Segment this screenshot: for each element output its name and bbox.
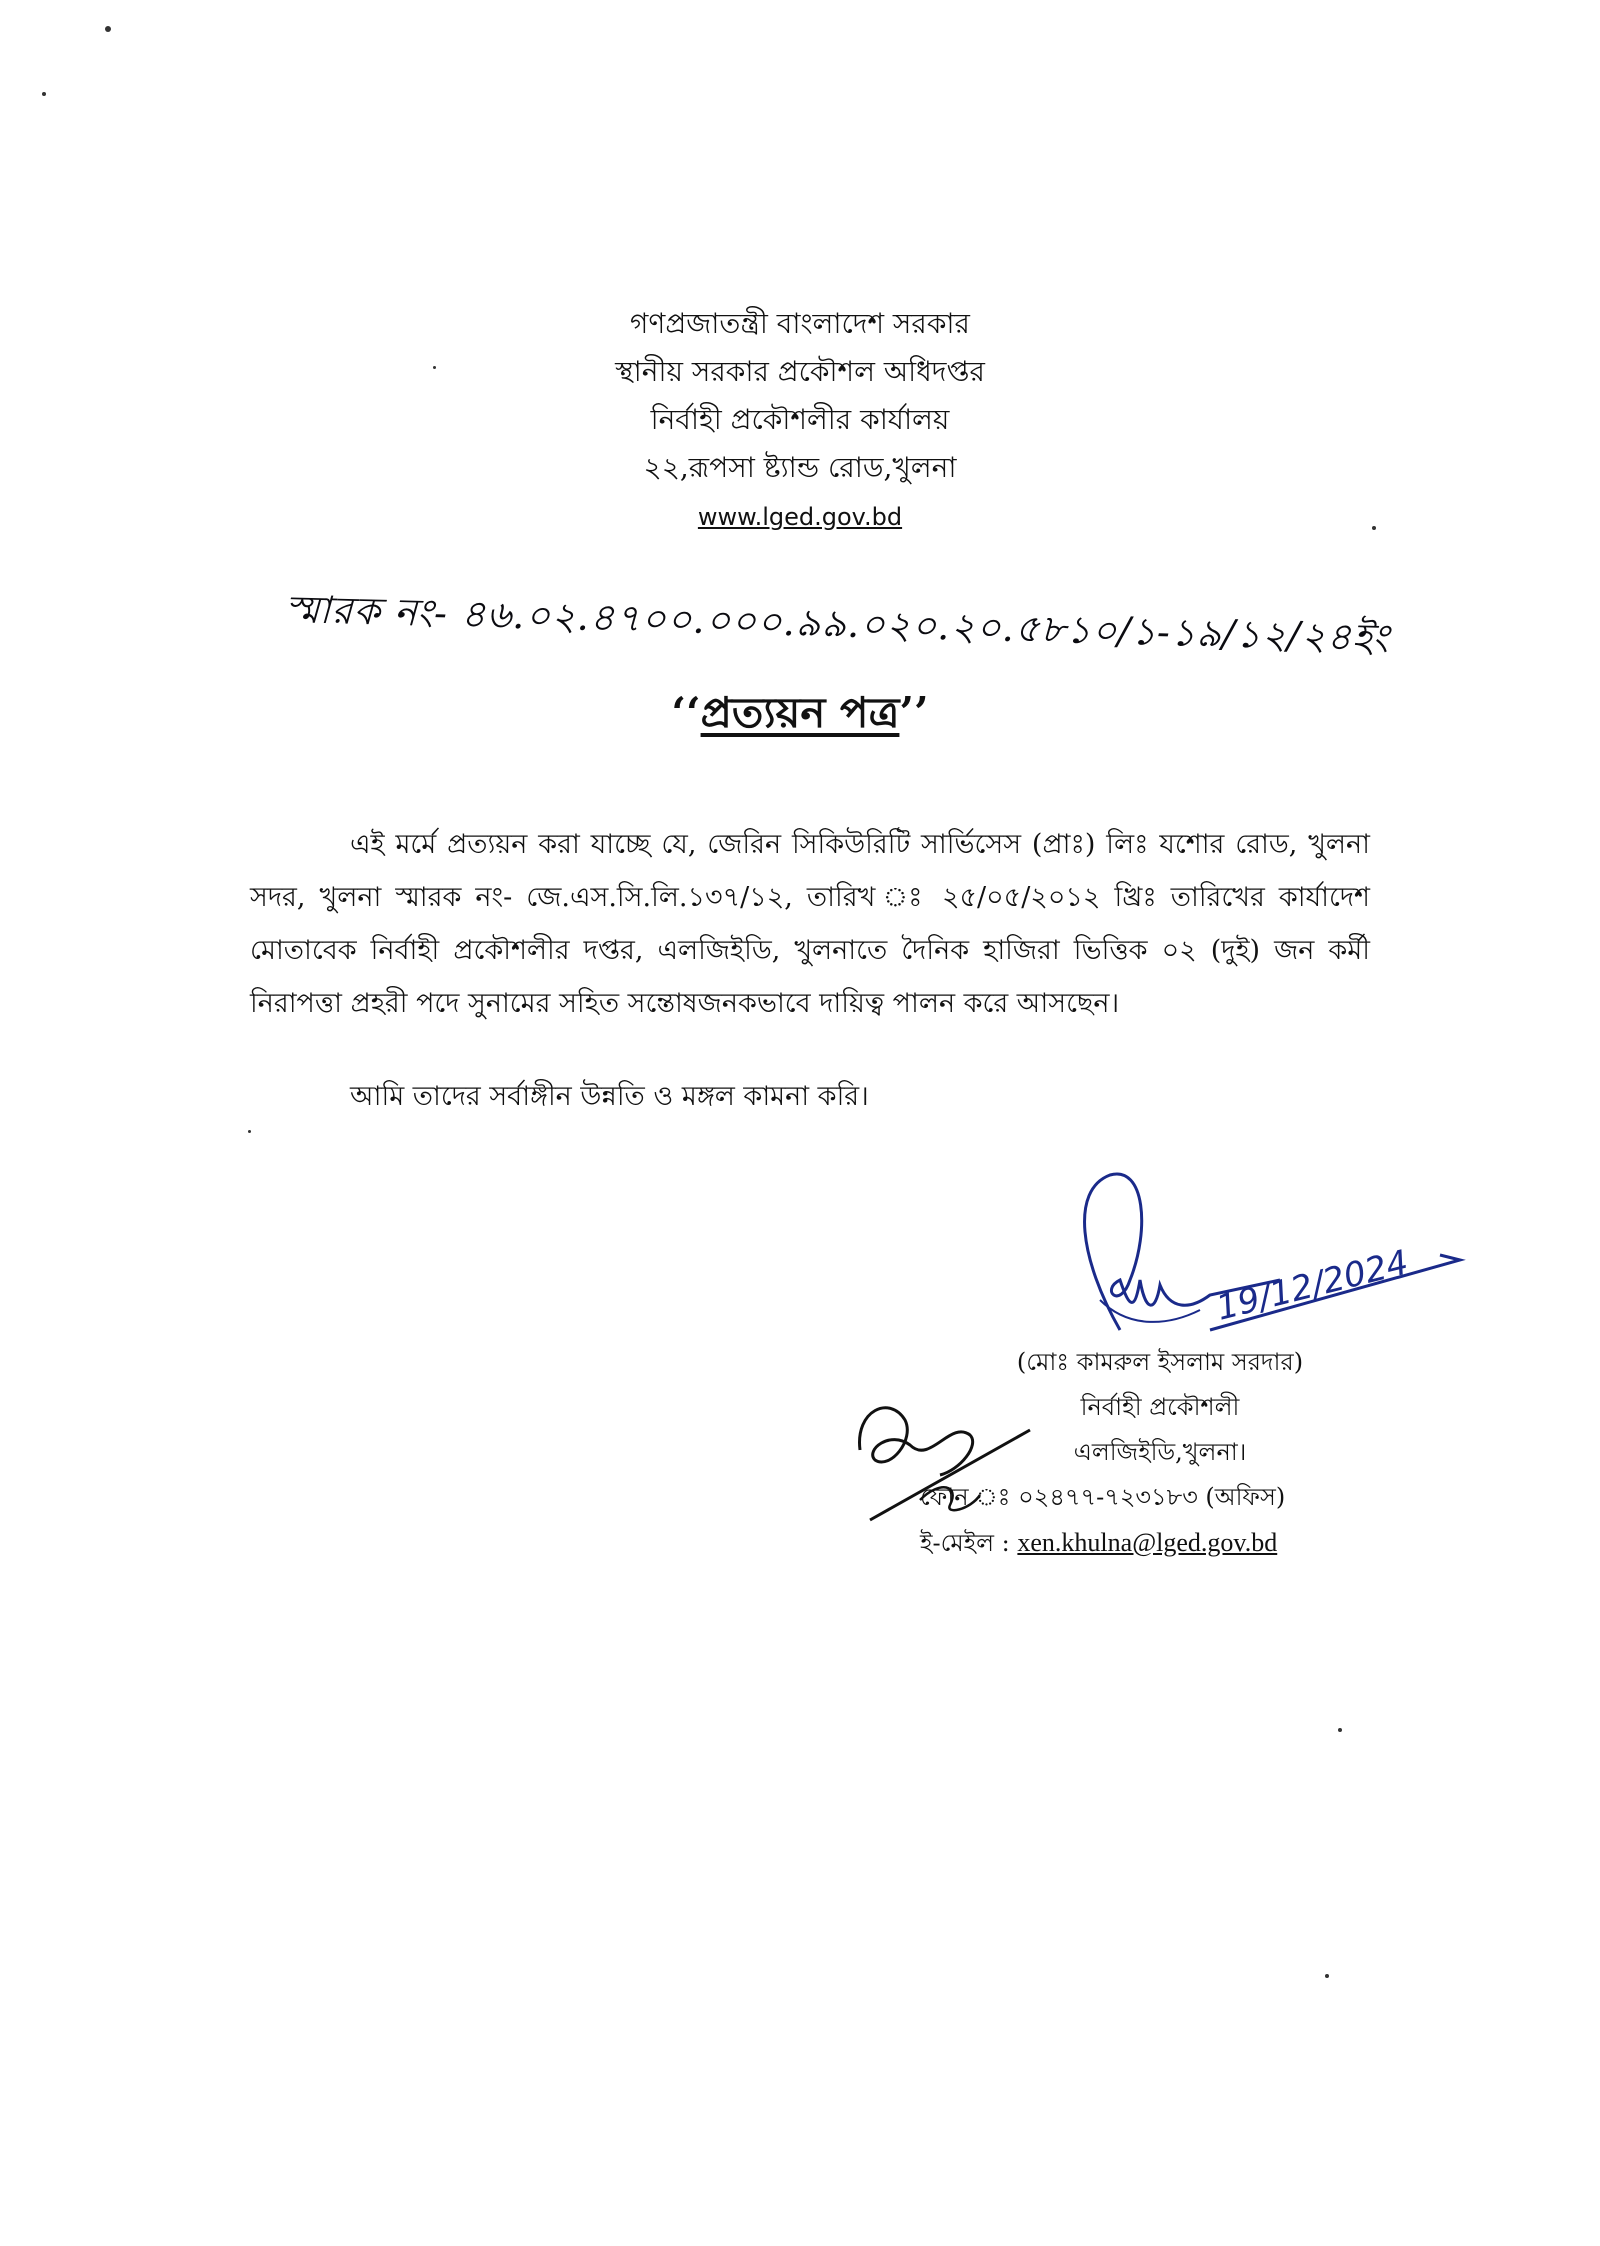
scan-speck: [42, 92, 46, 96]
letterhead: [0, 300, 1600, 540]
scan-speck: [1338, 1728, 1342, 1732]
email-link[interactable]: xen.khulna@lged.gov.bd: [1017, 1528, 1278, 1557]
body-paragraph-1: এই মর্মে প্রত্যয়ন করা যাচ্ছে যে, জেরিন সিকিউরিটি সার্ভিসেস (প্রাঃ) লিঃ যশোর রোড, খুলনা সদর, খুলনা স্মারক নং- জে.এস.সি.লি.১৩৭/১২, তারিখ ঃ ২৫/০৫/২০১২ খ্রিঃ তারিখের কার্যাদেশ মোতাবেক নির্বাহী প্রকৌশলীর দপ্তর, এলজিইডি, খুলনাতে দৈনিক হাজিরা ভিত্তিক ০২ (দুই) জন কর্মী নিরাপত্তা প্রহরী পদে সুনামের সহিত সন্তোষজনকভাবে দায়িত্ব পালন করে আসছেন।: [250, 829, 1370, 1019]
body-paragraph-2: আমি তাদের সর্বাঙ্গীন উন্নতি ও মঙ্গল কামনা করি।: [350, 1081, 869, 1112]
document-title: [0, 680, 1600, 751]
govt-name: গণপ্রজাতন্ত্রী বাংলাদেশ সরকার: [630, 307, 970, 340]
phone-value: ০২৪৭৭-৭২৩১৮৩ (অফিস): [1018, 1483, 1286, 1511]
email-line: [860, 1520, 1460, 1566]
email-label: ই-মেইল :: [920, 1529, 1010, 1557]
phone-label: ফোন ঃ: [920, 1483, 1011, 1511]
department-name: স্থানীয় সরকার প্রকৌশল অধিদপ্তর: [615, 355, 985, 388]
phone-line: [860, 1475, 1460, 1520]
scan-speck: [105, 26, 111, 32]
signatory-name: (মোঃ কামরুল ইসলাম সরদার): [1016, 1348, 1304, 1376]
signatory-designation: নির্বাহী প্রকৌশলী: [1080, 1393, 1240, 1421]
title-close-quote: ’’: [899, 688, 929, 737]
scan-speck: [1325, 1974, 1329, 1978]
scan-speck: [248, 1130, 251, 1133]
handwritten-signature: [1060, 1160, 1480, 1360]
website-link[interactable]: www.lged.gov.bd: [697, 503, 903, 531]
office-address: ২২,রূপসা ষ্ট্যান্ড রোড,খুলনা: [643, 451, 957, 484]
certificate-body: [250, 818, 1370, 1123]
signatory-office: এলজিইডি,খুলনা।: [1073, 1438, 1247, 1466]
title-text: প্রত্যয়ন পত্র: [700, 688, 900, 737]
signature-date: 19/12/2024: [1212, 1242, 1413, 1329]
signatory-block: [860, 1340, 1460, 1566]
memo-number: স্মারক নং- ৪৬.০২.৪৭০০.০০০.৯৯.০২০.২০.৫৮১০/১-১৯/১২/২৪ইং: [284, 587, 1391, 660]
title-open-quote: ‘‘: [671, 688, 701, 737]
office-name: নির্বাহী প্রকৌশলীর কার্যালয়: [650, 403, 950, 436]
